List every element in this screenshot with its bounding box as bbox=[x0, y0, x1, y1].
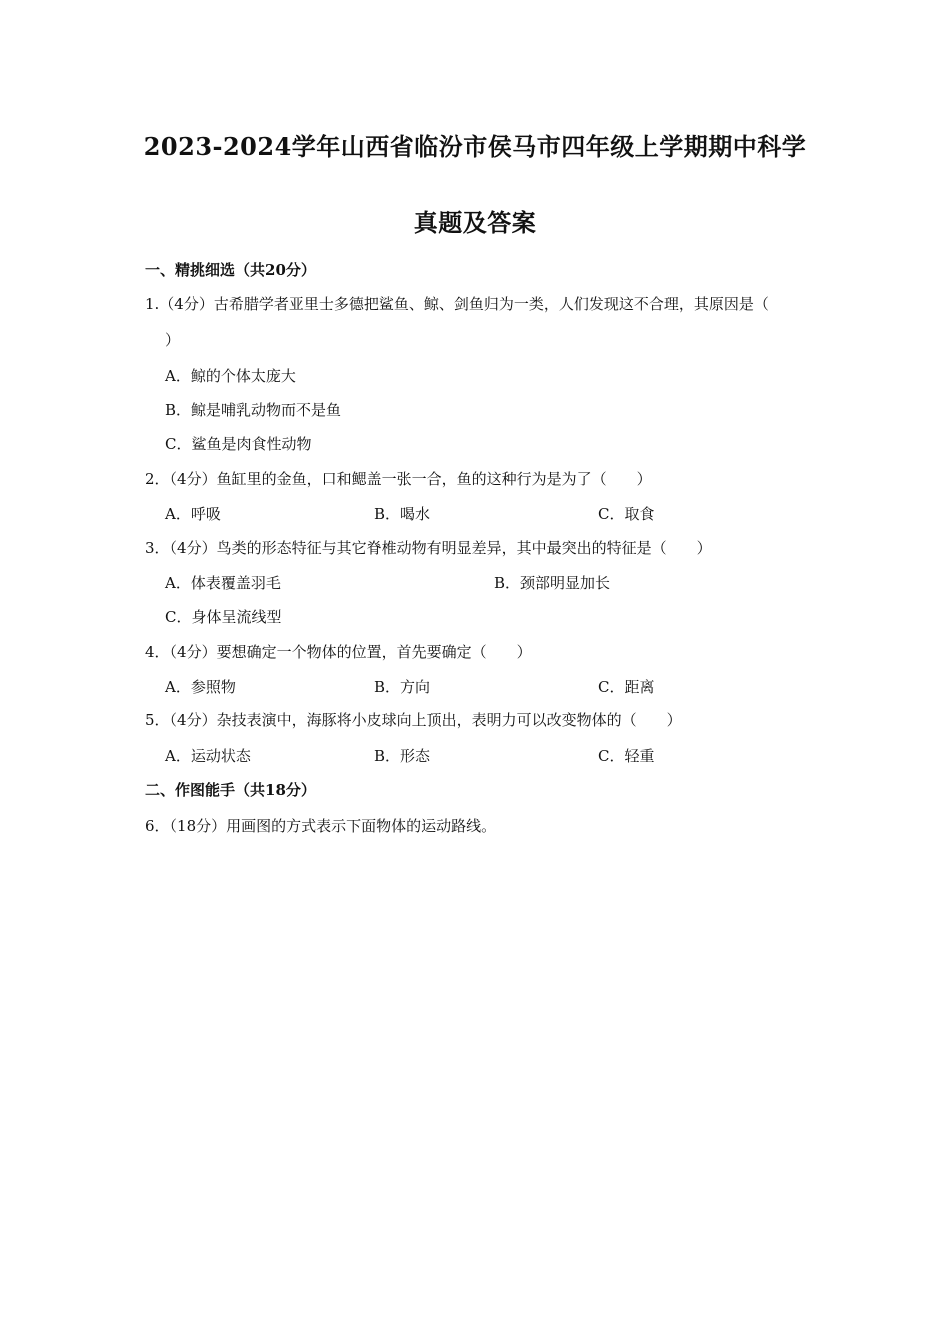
question-5-option-b: B．形态 bbox=[374, 747, 431, 765]
question-3-text: 3．（4分）鸟类的形态特征与其它脊椎动物有明显差异，其中最突出的特征是（ ） bbox=[145, 539, 712, 557]
question-4-option-a: A．参照物 bbox=[165, 678, 236, 696]
question-1-text: 1.（4分）古希腊学者亚里士多德把鲨鱼、鲸、剑鱼归为一类，人们发现这不合理，其原因是（ bbox=[145, 295, 769, 313]
question-3-option-a: A．体表覆盖羽毛 bbox=[165, 574, 281, 592]
section-heading-2: 二、作图能手（共18分） bbox=[145, 781, 316, 799]
question-5-text: 5．（4分）杂技表演中，海豚将小皮球向上顶出，表明力可以改变物体的（ ） bbox=[145, 711, 682, 729]
question-2-option-b: B．喝水 bbox=[374, 505, 431, 523]
question-2-option-a: A．呼吸 bbox=[165, 505, 221, 523]
question-5-option-c: C．轻重 bbox=[598, 747, 655, 765]
question-3-option-c: C．身体呈流线型 bbox=[165, 608, 282, 626]
question-2-text: 2．（4分）鱼缸里的金鱼，口和鳃盖一张一合，鱼的这种行为是为了（ ） bbox=[145, 470, 652, 488]
question-4-option-b: B．方向 bbox=[374, 678, 431, 696]
question-2-option-c: C．取食 bbox=[598, 505, 655, 523]
question-6-text: 6．（18分）用画图的方式表示下面物体的运动路线。 bbox=[145, 817, 497, 835]
question-1-option-c: C．鲨鱼是肉食性动物 bbox=[165, 435, 312, 453]
question-1-option-b: B．鲸是哺乳动物而不是鱼 bbox=[165, 401, 342, 419]
question-4-option-c: C．距离 bbox=[598, 678, 655, 696]
question-1-text-cont: ） bbox=[165, 331, 181, 349]
question-4-text: 4．（4分）要想确定一个物体的位置，首先要确定（ ） bbox=[145, 643, 532, 661]
question-1-option-a: A．鲸的个体太庞大 bbox=[165, 367, 296, 385]
section-heading-1: 一、精挑细选（共20分） bbox=[145, 261, 316, 279]
question-3-option-b: B．颈部明显加长 bbox=[494, 574, 611, 592]
document-title-line2: 真题及答案 bbox=[413, 208, 537, 237]
question-5-option-a: A．运动状态 bbox=[165, 747, 251, 765]
document-title-line1: 2023-2024学年山西省临汾市侯马市四年级上学期期中科学 bbox=[143, 132, 807, 161]
